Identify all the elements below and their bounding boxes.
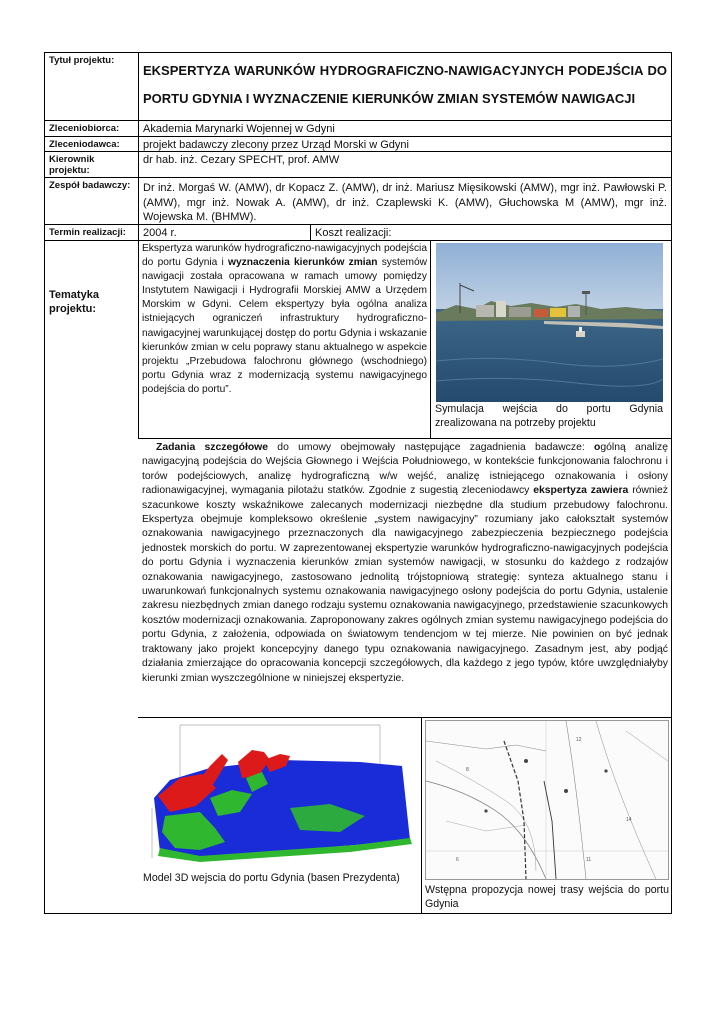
topic-label: Tematyka projektu: — [49, 289, 99, 315]
svg-text:6: 6 — [456, 857, 459, 863]
photo-caption: Symulacja wejścia do portu Gdynia zrealizowana na potrzeby projektu — [435, 403, 663, 429]
tasks-part: również szacunkowe koszty wskaźnikowe zalecanych modernizacji niezbędne dla studium przebudowy falochronu. Ekspertyza obejmuje kompleksowo określenie „system nawigacyjny” rozumiany jako całokształt systemów oznakowania nawigacyjnego przeznaczonych dla nawigacyjnego zabezpieczenia bezpiecznego podejścia jednostek morskich do portu. W zaprezentowanej ekspertyzie warunków hydrograficzno-nawigacyjnych podejścia do portu Gdynia i wyznaczenia kierunków zmian systemów nawigacji, w stosunku do każdego z rodzajów oznakowania nawigacyjnego, zastosowano jednolitą trójstopniową strategię: synteza aktualnego stanu i uwarunkowań funkcjonalnych systemu oznakowania nawigacyjnego osłony podejścia do portu Gdynia, ustalenie zakresu niezbędnych zmian danego rodzaju systemu oznakowania nawigacyjnego, przedstawienie szacunkowych kosztów modernizacji oznakowania. Zaproponowany zakres ogólnych zmian systemu nawigacyjnego podejścia do portu Gdynia, z założenia, odpowiada on światowym tendencjom w tej mierze. Nie powinien on być jednak traktowany jako projekt koncepcyjny danego typu oznakowania nawigacyjnego. Zasadnym jest, aby podjąć działania zmierzające do opracowania koncepcji szczegółowych, dla każdego z jego typów, które uwzględniałyby kierunki zmian wyszczególnione w niniejszej ekspertyzie. — [142, 485, 668, 684]
tasks-part: do umowy obejmowały następujące zagadnienia badawcze: — [268, 442, 594, 453]
harbor-3d-model-illustration — [140, 720, 420, 870]
tasks-bold: ekspertyza zawiera — [533, 485, 629, 497]
harbor-3d-model-image — [140, 720, 420, 870]
client-value: Akademia Marynarki Wojennej w Gdyni — [143, 123, 335, 135]
tasks-bold: o — [594, 442, 601, 453]
project-title: EKSPERTYZA WARUNKÓW HYDROGRAFICZNO-NAWIGACYJNYCH PODEJŚCIA DO PORTU GDYNIA I WYZNACZENIE KIERUNKÓW ZMIAN SYSTEMÓW NAWIGACJI — [143, 63, 667, 106]
port-simulation-image — [436, 243, 663, 402]
nautical-chart-illustration — [426, 721, 668, 879]
deadline-value: 2004 r. — [143, 227, 177, 239]
summary-text — [142, 242, 427, 397]
summary-bold: wyznaczenia kierunków zmian — [228, 257, 378, 269]
nautical-chart-image — [425, 720, 669, 880]
model-caption: Model 3D wejscia do portu Gdynia (basen Prezydenta) — [143, 872, 400, 884]
svg-text:14: 14 — [626, 817, 632, 823]
svg-text:12: 12 — [576, 737, 582, 743]
team-value: Dr inż. Morgaś W. (AMW), dr Kopacz Z. (AMW), dr inż. Mariusz Mięsikowski (AMW), mgr inż. Pawłowski P. (AMW), mgr inż. Nowak A. (AMW), dr inż. Czaplewski K. (AMW), Głuchowska M (AMW), mgr inż. Wojewska M. (BHMW). — [143, 182, 667, 223]
deadline-label: Termin realizacji: — [49, 227, 126, 238]
summary-part: Ekspertyza warunków hydrograficzno-nawigacyjnych podejścia do portu Gdynia i — [142, 243, 427, 269]
cost-label: Koszt realizacji: — [315, 227, 392, 239]
team-label: Zespół badawczy: — [49, 180, 131, 191]
commissioner-label: Zleceniodawca: — [49, 139, 120, 150]
title-label: Tytuł projektu: — [49, 55, 115, 66]
commissioner-value: projekt badawczy zlecony przez Urząd Morski w Gdyni — [143, 139, 409, 151]
chart-caption: Wstępna propozycja nowej trasy wejścia do portu Gdynia — [425, 884, 669, 910]
manager-label: Kierownik projektu: — [49, 154, 95, 176]
svg-text:8: 8 — [466, 767, 469, 773]
client-label: Zleceniobiorca: — [49, 123, 120, 134]
tasks-bold: Zadania szczegółowe — [156, 442, 269, 453]
port-simulation-illustration — [436, 243, 663, 402]
svg-text:11: 11 — [586, 857, 592, 863]
tasks-part: gólną analizę nawigacyjną podejścia do Wejścia Głownego i Wejścia Południowego, w kontekście funkcjonowania falochronu i torów podejściowych, analizę hydrograficzną w/w wejść, analizę istniejącego oznakowania i osłony radionawigacyjnej, wymagania pilotażu statków. Zgodnie z sugestią zleceniodawcy — [142, 442, 668, 497]
manager-value: dr hab. inż. Cezary SPECHT, prof. AMW — [143, 154, 340, 166]
summary-part: systemów nawigacji została opracowana w ramach umowy pomiędzy Instytutem Nawigacji i Hydrografii Morskiej AMW a Urzędem Morskim w Gdyni. Celem ekspertyzy była ogólna analiza istniejących ograniczeń infrastruktury hydrograficzno-nawigacyjnej warunkującej dostęp do portu Gdynia i wskazanie kierunków zmian w celu poprawy stanu aktualnego w aspekcie projektu „Przebudowa falochronu głównego (wschodniego) portu Gdynia wraz z modernizacją systemu nawigacyjnego podejścia do portu”. — [142, 257, 428, 395]
tasks-text — [142, 441, 668, 686]
